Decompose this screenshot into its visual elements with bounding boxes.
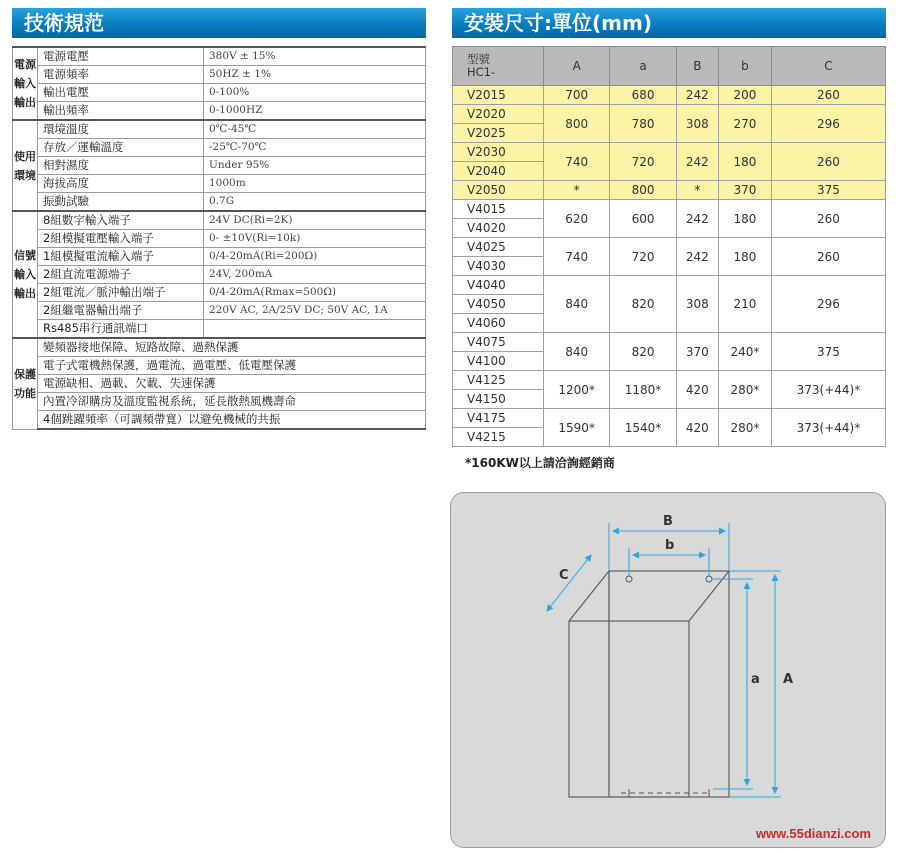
table-row xyxy=(13,102,426,121)
dimension-cell: 720 xyxy=(610,143,676,181)
spec-table xyxy=(12,46,426,430)
protection-item: 變頻器接地保障、短路故障、過熱保護 xyxy=(38,338,426,357)
spec-value: 0- ±10V(Ri=10k) xyxy=(204,230,426,248)
spec-key: 電源電壓 xyxy=(38,47,204,66)
dimension-cell: 720 xyxy=(610,238,676,276)
table-row xyxy=(13,248,426,266)
model-cell: V4075 xyxy=(453,333,544,352)
model-cell: V2025 xyxy=(453,124,544,143)
column-header: A xyxy=(544,47,610,86)
dimension-cell: 740 xyxy=(544,143,610,181)
dimension-cell: 260 xyxy=(771,200,885,238)
table-row xyxy=(453,276,886,295)
table-header-row xyxy=(453,47,886,86)
column-header: a xyxy=(610,47,676,86)
spec-value: -25℃-70℃ xyxy=(204,139,426,157)
dimension-cell: 296 xyxy=(771,105,885,143)
model-cell: V4150 xyxy=(453,390,544,409)
table-row xyxy=(13,47,426,66)
dimension-cell: 242 xyxy=(676,200,718,238)
dimension-cell: 1590* xyxy=(544,409,610,447)
spec-value: 0-100% xyxy=(204,84,426,102)
model-cell: V2020 xyxy=(453,105,544,124)
dimension-cell: 373(+44)* xyxy=(771,371,885,409)
protection-item: 內置冷卻購房及溫度監視系統，延長散熱風機壽命 xyxy=(38,393,426,411)
spec-key: 2組直流電源端子 xyxy=(38,266,204,284)
spec-key: 1組模擬電流輸入端子 xyxy=(38,248,204,266)
model-cell: V2030 xyxy=(453,143,544,162)
dimension-cell: 242 xyxy=(676,238,718,276)
spec-value: 0/4-20mA(Ri=200Ω) xyxy=(204,248,426,266)
dimensions-table xyxy=(452,46,886,447)
table-row xyxy=(13,120,426,139)
spec-key: 2組電流／脈沖輸出端子 xyxy=(38,284,204,302)
dimension-cell: 820 xyxy=(610,276,676,333)
dimension-cell: 370 xyxy=(718,181,771,200)
spec-key: 電源頻率 xyxy=(38,66,204,84)
dimension-cell: 280* xyxy=(718,371,771,409)
model-cell: V2015 xyxy=(453,86,544,105)
spec-value: 0/4-20mA(Rmax=500Ω) xyxy=(204,284,426,302)
dimension-cell: 620 xyxy=(544,200,610,238)
dimension-drawing xyxy=(450,492,886,848)
dimension-cell: 375 xyxy=(771,333,885,371)
model-cell: V2050 xyxy=(453,181,544,200)
dimension-cell: 180 xyxy=(718,143,771,181)
dimension-cell: 240* xyxy=(718,333,771,371)
spec-value: 0-1000HZ xyxy=(204,102,426,121)
dimension-cell: 800 xyxy=(610,181,676,200)
model-cell: V4025 xyxy=(453,238,544,257)
dimension-cell: 700 xyxy=(544,86,610,105)
spec-value xyxy=(204,320,426,339)
dimension-cell: 840 xyxy=(544,333,610,371)
cabinet-diagram xyxy=(451,493,886,848)
spec-key: 2組模擬電壓輸入端子 xyxy=(38,230,204,248)
dimension-cell: 370 xyxy=(676,333,718,371)
spec-key: 相對濕度 xyxy=(38,157,204,175)
table-row xyxy=(453,409,886,428)
dimension-cell: 1200* xyxy=(544,371,610,409)
dimension-cell: 210 xyxy=(718,276,771,333)
spec-value: Under 95% xyxy=(204,157,426,175)
label-C: C xyxy=(559,568,569,583)
model-cell: V4060 xyxy=(453,314,544,333)
dimension-cell: 800 xyxy=(544,105,610,143)
table-row xyxy=(13,211,426,230)
protection-item: 電源缺相、過載、欠載、失速保護 xyxy=(38,375,426,393)
dimension-cell: 308 xyxy=(676,276,718,333)
spec-value: 24V, 200mA xyxy=(204,266,426,284)
spec-key: 輸出電壓 xyxy=(38,84,204,102)
spec-key: 存放／運輸溫度 xyxy=(38,139,204,157)
table-row xyxy=(13,193,426,212)
dimension-cell: 280* xyxy=(718,409,771,447)
dimension-lines xyxy=(547,523,781,797)
dimension-cell: 296 xyxy=(771,276,885,333)
model-cell: V4030 xyxy=(453,257,544,276)
category-signal: 信號 輸入 輸出 xyxy=(13,211,38,338)
dimension-cell: 780 xyxy=(610,105,676,143)
spec-key: 8組數字輸入端子 xyxy=(38,211,204,230)
category-power: 電源 輸入 輸出 xyxy=(13,47,38,120)
spec-value: 0℃-45℃ xyxy=(204,120,426,139)
table-row xyxy=(453,200,886,219)
label-A: A xyxy=(783,672,794,687)
table-row xyxy=(13,302,426,320)
label-B: B xyxy=(663,514,673,529)
protection-item: 電子式電機熱保護，過電流、過電壓、低電壓保護 xyxy=(38,357,426,375)
dimension-cell: 260 xyxy=(771,143,885,181)
dimension-cell: 680 xyxy=(610,86,676,105)
protection-item: 4個跳躍頻率（可調頻帶寬）以避免機械的共振 xyxy=(38,411,426,430)
table-row xyxy=(13,157,426,175)
table-row xyxy=(453,333,886,352)
spec-key: Rs485串行通訊端口 xyxy=(38,320,204,339)
model-cell: V4175 xyxy=(453,409,544,428)
spec-key: 輸出頻率 xyxy=(38,102,204,121)
category-environment: 使用 環境 xyxy=(13,120,38,211)
table-row xyxy=(453,371,886,390)
table-row xyxy=(13,175,426,193)
dimension-cell: 242 xyxy=(676,86,718,105)
dimension-cell: 373(+44)* xyxy=(771,409,885,447)
column-header: B xyxy=(676,47,718,86)
table-row xyxy=(13,411,426,430)
dimension-cell: 180 xyxy=(718,200,771,238)
dimension-cell: 600 xyxy=(610,200,676,238)
model-cell: V2040 xyxy=(453,162,544,181)
model-cell: V4100 xyxy=(453,352,544,371)
table-row xyxy=(13,230,426,248)
spec-value: 50HZ ± 1% xyxy=(204,66,426,84)
dimensions-body xyxy=(453,86,886,447)
table-row xyxy=(453,105,886,124)
dimension-cell: 420 xyxy=(676,409,718,447)
spec-value: 24V DC(Ri=2K) xyxy=(204,211,426,230)
dimension-cell: * xyxy=(544,181,610,200)
table-row xyxy=(453,86,886,105)
table-row xyxy=(13,66,426,84)
spec-key: 2組繼電器輸出端子 xyxy=(38,302,204,320)
watermark: www.55dianzi.com xyxy=(755,826,871,841)
table-row xyxy=(13,266,426,284)
dimension-cell: 270 xyxy=(718,105,771,143)
spec-value: 380V ± 15% xyxy=(204,47,426,66)
category-protection: 保護 功能 xyxy=(13,338,38,429)
dimension-cell: 420 xyxy=(676,371,718,409)
table-row xyxy=(453,143,886,162)
dimension-cell: 260 xyxy=(771,238,885,276)
spec-section-title: 技術規范 xyxy=(12,8,426,38)
table-row xyxy=(453,238,886,257)
dimension-cell: 1180* xyxy=(610,371,676,409)
cabinet-outline xyxy=(569,571,729,797)
dimension-cell: 242 xyxy=(676,143,718,181)
spec-key: 海拔高度 xyxy=(38,175,204,193)
model-cell: V4050 xyxy=(453,295,544,314)
spec-value: 220V AC, 2A/25V DC; 50V AC, 1A xyxy=(204,302,426,320)
dimension-cell: 260 xyxy=(771,86,885,105)
column-header: b xyxy=(718,47,771,86)
model-cell: V4040 xyxy=(453,276,544,295)
label-b: b xyxy=(665,538,675,553)
table-row xyxy=(13,338,426,357)
spec-value: 1000m xyxy=(204,175,426,193)
model-cell: V4015 xyxy=(453,200,544,219)
spec-key: 環境溫度 xyxy=(38,120,204,139)
dimension-cell: 308 xyxy=(676,105,718,143)
dimension-cell: * xyxy=(676,181,718,200)
table-row xyxy=(13,393,426,411)
dimension-cell: 375 xyxy=(771,181,885,200)
table-row xyxy=(13,357,426,375)
label-a: a xyxy=(751,672,760,687)
dimension-cell: 200 xyxy=(718,86,771,105)
dimension-cell: 820 xyxy=(610,333,676,371)
table-row xyxy=(13,284,426,302)
model-cell: V4125 xyxy=(453,371,544,390)
table-row xyxy=(13,375,426,393)
model-cell: V4020 xyxy=(453,219,544,238)
dimension-cell: 740 xyxy=(544,238,610,276)
column-header: C xyxy=(771,47,885,86)
table-row xyxy=(13,139,426,157)
spec-key: 振動試驗 xyxy=(38,193,204,212)
table-row xyxy=(453,181,886,200)
spec-value: 0.7G xyxy=(204,193,426,212)
dimensions-section-title: 安裝尺寸:單位(mm) xyxy=(452,8,886,38)
table-row xyxy=(13,84,426,102)
model-cell: V4215 xyxy=(453,428,544,447)
dimension-cell: 180 xyxy=(718,238,771,276)
model-header: 型號 HC1- xyxy=(453,47,544,86)
footnote: *160KW以上請洽詢經銷商 xyxy=(465,456,615,470)
dimension-cell: 840 xyxy=(544,276,610,333)
table-row xyxy=(13,320,426,339)
dimension-cell: 1540* xyxy=(610,409,676,447)
